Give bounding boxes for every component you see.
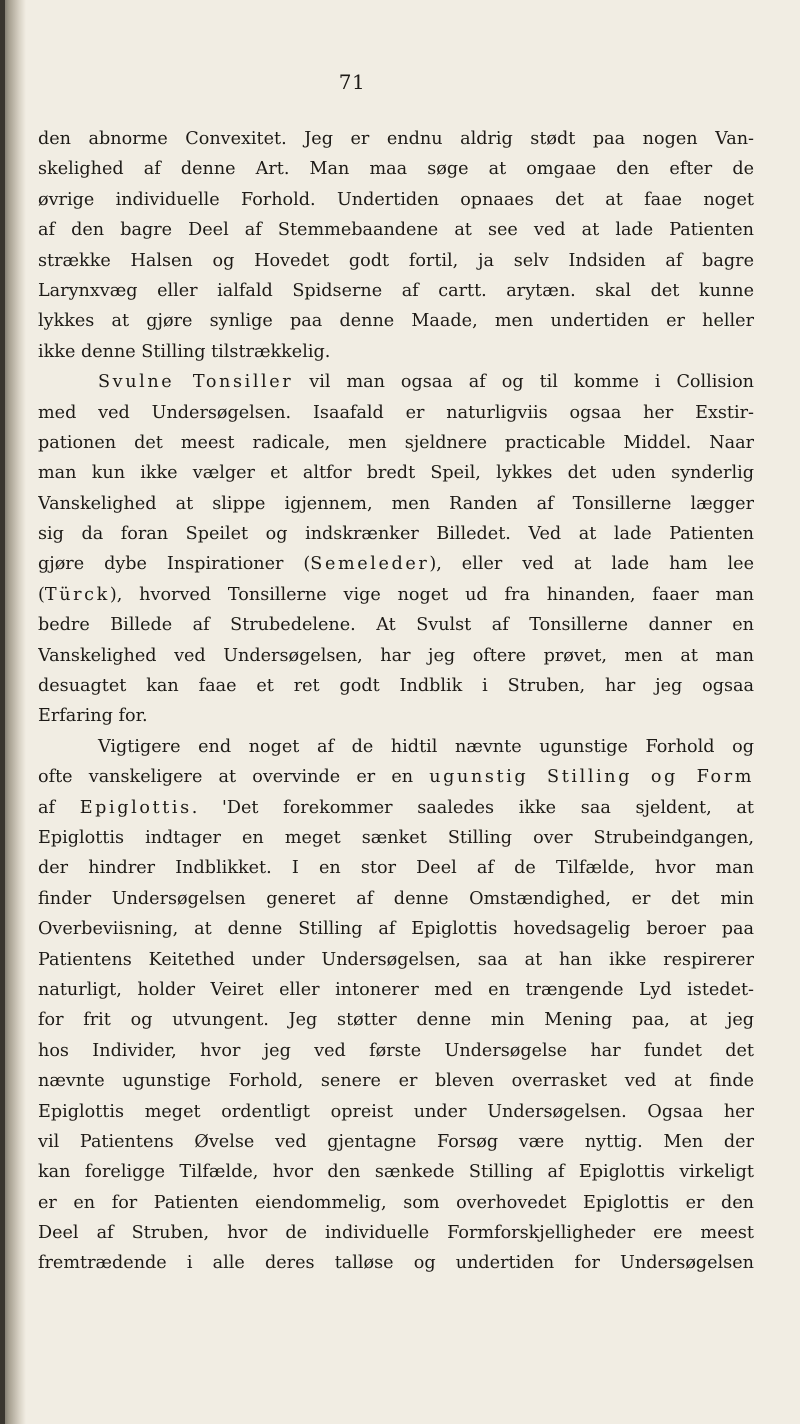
text-segment: . 'Det forekommer saaledes ikke saa sjeldent, at [191,797,754,818]
text-line [38,215,754,245]
text-line [38,276,754,306]
spaced-emphasis: Türck [44,584,110,605]
text-line [38,1005,754,1035]
text-segment: man kun ikke vælger et altfor bredt Speil, lykkes det uden synderlig [38,463,754,484]
text-segment: Epiglottis indtager en meget sænket Stilling over Strubeindgangen, [38,827,754,848]
text-line [38,884,754,914]
text-line [38,945,754,975]
text-line [38,641,754,671]
text-line [38,1097,754,1127]
text-segment: med ved Undersøgelsen. Isaafald er naturligviis ogsaa her Exstir- [38,402,754,423]
text-line [38,246,754,276]
binding-edge [0,0,5,1424]
text-line [38,458,754,488]
text-segment: Vanskelighed ved Undersøgelsen, har jeg oftere prøvet, men at man [38,645,754,666]
text-segment: kan foreligge Tilfælde, hvor den sænkede Stilling af Epiglottis virkeligt [38,1162,754,1183]
spaced-emphasis: Svulne Tonsiller [98,372,294,393]
page-number: 71 [338,70,366,94]
text-segment: Deel af Struben, hvor de individuelle Formforskjelligheder ere meest [38,1223,754,1244]
text-line [38,549,754,579]
text-line [38,1188,754,1218]
text-segment: bedre Billede af Strubedelene. At Svulst af Tonsillerne danner en [38,615,754,636]
text-segment: nævnte ugunstige Forhold, senere er bleven overrasket ved at finde [38,1071,754,1092]
spaced-emphasis: ugunstig Stilling og Form [429,767,754,788]
text-segment: strække Halsen og Hovedet godt fortil, ja selv Indsiden af bagre [38,250,754,271]
text-segment: hos Individer, hvor jeg ved første Undersøgelse har fundet det [38,1040,754,1061]
text-line [38,671,754,701]
text-line [38,185,754,215]
text-segment: Vanskelighed at slippe igjennem, men Randen af Tonsillerne lægger [38,493,754,514]
text-line [38,1218,754,1248]
text-segment: Patientens Keitethed under Undersøgelsen, saa at han ikke respirerer [38,949,754,970]
text-line [38,1036,754,1066]
text-segment: ), eller ved at lade ham lee [429,554,754,575]
text-segment: for frit og utvungent. Jeg støtter denne min Mening paa, at jeg [38,1010,754,1031]
spaced-emphasis: Epiglottis [79,797,192,818]
text-segment: vil Patientens Øvelse ved gjentagne Forsøg være nyttig. Men der [38,1131,754,1152]
text-line [38,154,754,184]
text-line [38,1127,754,1157]
text-segment: desuagtet kan faae et ret godt Indblik i Struben, har jeg ogsaa [38,676,754,697]
text-line [38,701,754,731]
text-segment: den abnorme Convexitet. Jeg er endnu aldrig stødt paa nogen Van- [38,129,754,149]
text-line [38,1248,754,1278]
text-line [38,306,754,336]
text-segment: øvrige individuelle Forhold. Undertiden opnaaes det at faae noget [38,189,754,210]
text-segment: lykkes at gjøre synlige paa denne Maade, men undertiden er heller [38,311,754,332]
text-segment: ofte vanskeligere at overvinde er en [38,767,430,788]
text-line [38,489,754,519]
text-line [38,914,754,944]
body-text [38,124,754,1279]
text-segment: Larynxvæg eller ialfald Spidserne af cartt. arytæn. skal det kunne [38,280,754,301]
spaced-emphasis: Semeleder [310,554,430,575]
text-segment: naturligt, holder Veiret eller intonerer med en trængende Lyd istedet- [38,979,754,1000]
text-segment: ( [38,584,45,605]
text-line [38,1066,754,1096]
text-segment: af den bagre Deel af Stemmebaandene at see ved at lade Patienten [38,220,754,241]
text-segment: fremtrædende i alle deres talløse og undertiden for Undersøgelsen [38,1253,754,1274]
text-line [38,853,754,883]
text-line [38,975,754,1005]
text-line [38,610,754,640]
text-segment: Overbeviisning, at denne Stilling af Epiglottis hovedsagelig beroer paa [38,919,754,940]
text-segment: der hindrer Indblikket. I en stor Deel af de Tilfælde, hvor man [38,858,754,879]
text-line [38,519,754,549]
text-segment: ikke denne Stilling tilstrækkelig. [38,341,331,362]
text-segment: sig da foran Speilet og indskrænker Billedet. Ved at lade Patienten [38,524,754,545]
text-segment: Erfaring for. [38,706,148,727]
text-line [38,580,754,610]
text-segment: er en for Patienten eiendommelig, som overhovedet Epiglottis er den [38,1192,754,1213]
text-segment: Epiglottis meget ordentligt opreist under Undersøgelsen. Ogsaa her [38,1101,754,1122]
text-line [38,732,754,762]
text-line [38,1157,754,1187]
text-line [38,337,754,367]
text-segment: finder Undersøgelsen generet af denne Omstændighed, er det min [38,888,754,909]
text-line [38,762,754,792]
text-segment: pationen det meest radicale, men sjeldnere practicable Middel. Naar [38,432,754,453]
text-segment: Vigtigere end noget af de hidtil nævnte ugunstige Forhold og [98,736,754,757]
text-segment: ), hvorved Tonsillerne vige noget ud fra hinanden, faaer man [109,584,754,605]
text-segment: vil man ogsaa af og til komme i Collision [293,372,754,393]
text-segment: gjøre dybe Inspirationer ( [38,554,311,575]
text-line [38,398,754,428]
text-segment: af [38,797,80,818]
text-line [38,428,754,458]
text-line [38,367,754,397]
text-line [38,793,754,823]
text-line [38,124,754,154]
text-segment: skelighed af denne Art. Man maa søge at omgaae den efter de [38,159,754,180]
text-line [38,823,754,853]
